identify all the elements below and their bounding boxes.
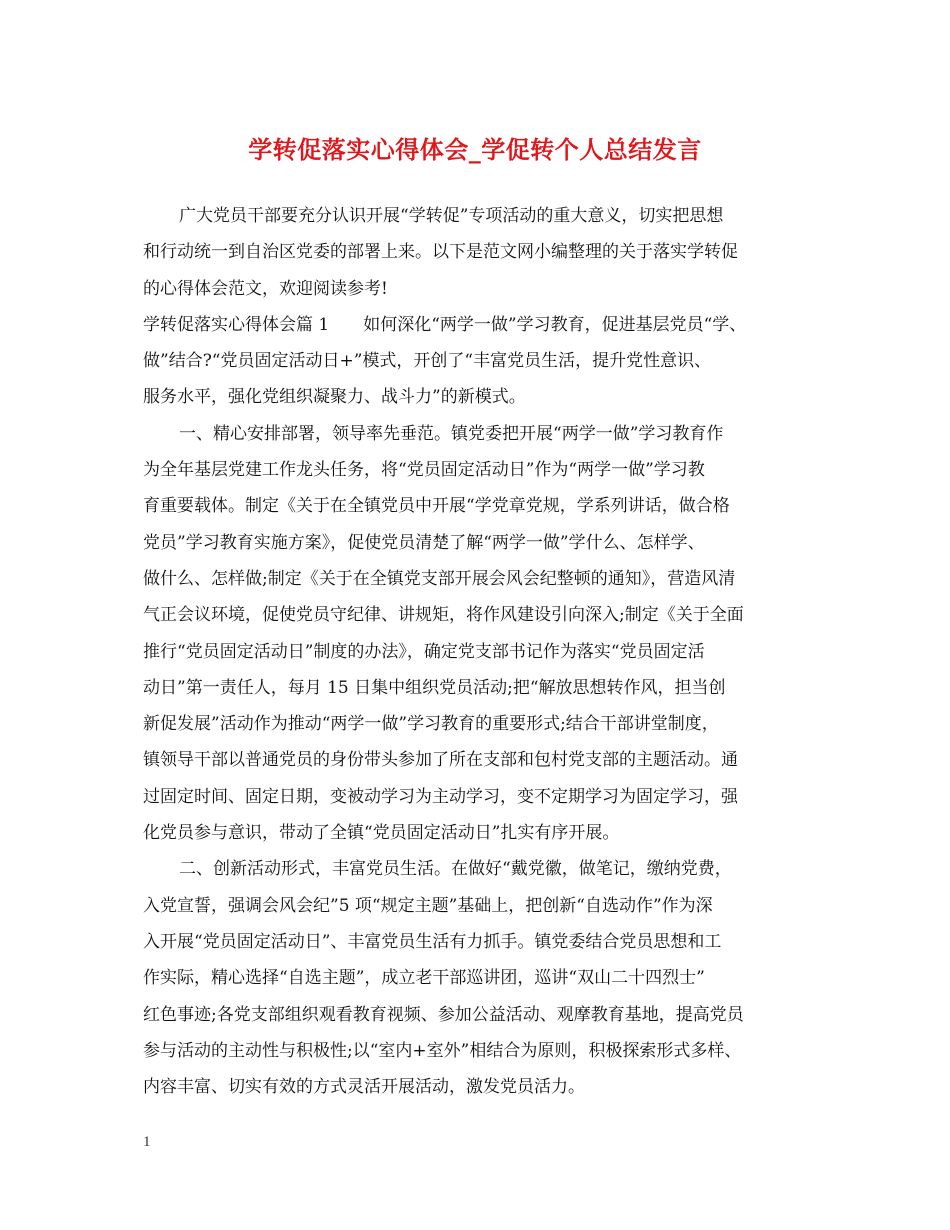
text-line: 做”结合?“党员固定活动日+”模式，开创了“丰富党员生活，提升党性意识、 [143,351,712,372]
text-line: 过固定时间、固定日期，变被动学习为主动学习，变不定期学习为固定学习，强 [143,786,738,807]
text-line: 内容丰富、切实有效的方式灵活开展活动，激发党员活力。 [143,1077,585,1098]
text-line: 入开展“党员固定活动日”、丰富党员生活有力抓手。镇党委结合党员思想和工 [143,931,722,952]
text-line: 和行动统一到自治区党委的部署上来。以下是范文网小编整理的关于落实学转促 [143,242,738,263]
document-body [143,198,805,1105]
text-line: 的心得体会范文，欢迎阅读参考! [143,278,388,299]
text-line: 广大党员干部要充分认识开展“学转促”专项活动的重大意义，切实把思想 [179,206,724,226]
text-line: 参与活动的主动性与积极性;以“室内+室外”相结合为原则，积极探索形式多样、 [143,1040,742,1061]
text-line: 推行“党员固定活动日”制度的办法》，确定党支部书记作为落实“党员固定活 [143,641,705,662]
text-line: 育重要载体。制定《关于在全镇党员中开展“学党章党规，学系列讲话，做合格 [143,496,730,517]
text-line: 为全年基层党建工作龙头任务，将“党员固定活动日”作为“两学一做”学习教 [143,460,705,481]
text-line: 二、创新活动形式，丰富党员生活。在做好“戴党徽，做笔记，缴纳党费， [179,859,732,880]
text-line: 镇领导干部以普通党员的身份带头参加了所在支部和包村党支部的主题活动。通 [143,750,738,771]
text-line: 红色事迹;各党支部组织观看教育视频、参加公益活动、观摩教育基地，提高党员 [143,1004,744,1025]
text-line: 学转促落实心得体会篇 1 如何深化“两学一做”学习教育，促进基层党员“学、 [143,314,747,335]
page-number: 1 [143,1134,151,1150]
text-line: 服务水平，强化党组织凝聚力、战斗力”的新模式。 [143,387,526,408]
text-line: 入党宣誓，强调会风会纪”5 项“规定主题”基础上，把创新“自选动作”作为深 [143,895,713,916]
text-line: 党员”学习教育实施方案》，促使党员清楚了解“两学一做”学什么、怎样学、 [143,532,705,553]
text-line: 动日”第一责任人，每月 15 日集中组织党员活动;把“解放思想转作风，担当创 [143,677,726,698]
text-line: 气正会议环境，促使党员守纪律、讲规矩，将作风建设引向深入;制定《关于全面 [143,605,744,626]
text-line: 新促发展”活动作为推动“两学一做”学习教育的重要形式;结合干部讲堂制度， [143,714,719,735]
text-line: 一、精心安排部署，领导率先垂范。镇党委把开展“两学一做”学习教育作 [179,423,724,444]
text-line: 做什么、怎样做;制定《关于在全镇党支部开展会风会纪整顿的通知》，营造风清 [143,568,736,589]
text-line: 化党员参与意识，带动了全镇“党员固定活动日”扎实有序开展。 [143,823,620,844]
page-title: 学转促落实心得体会_学促转个人总结发言 [248,136,702,164]
text-line: 作实际，精心选择“自选主题”，成立老干部巡讲团，巡讲“双山二十四烈士” [143,968,705,989]
